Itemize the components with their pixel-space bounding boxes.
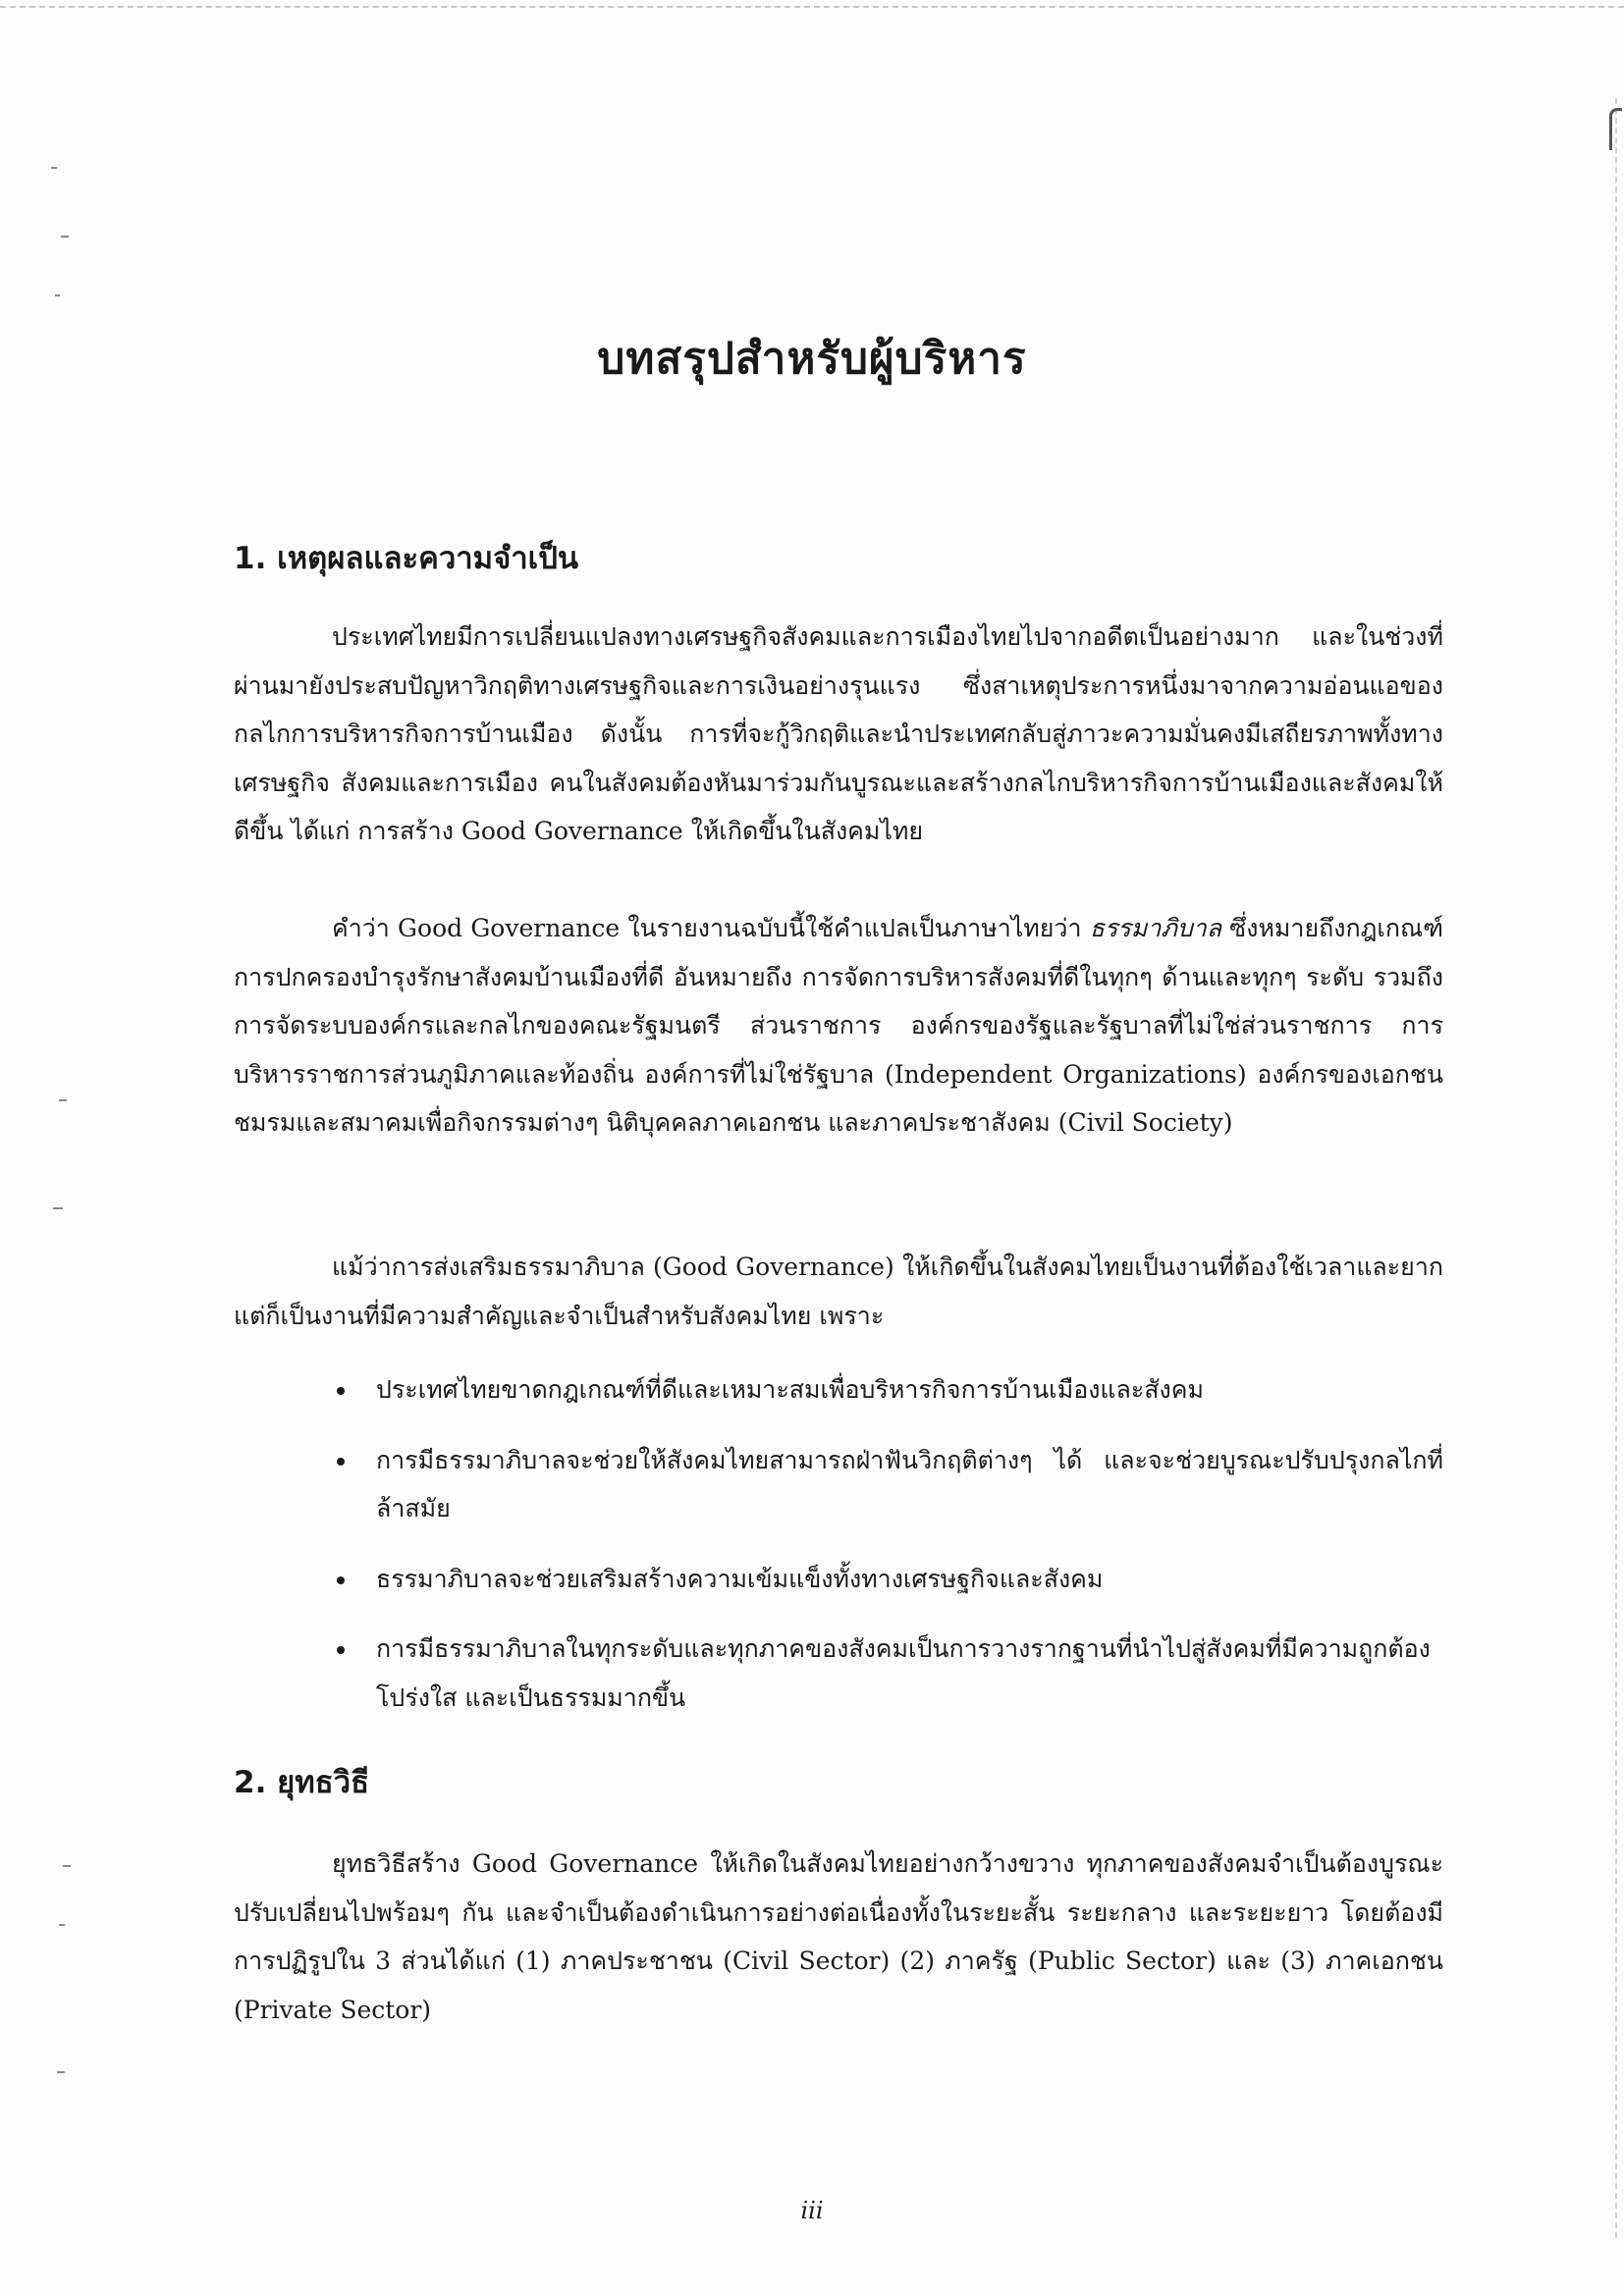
- term-thammaphiban: ธรรมาภิบาล: [1089, 914, 1222, 942]
- scan-speck: [63, 1865, 71, 1867]
- paragraph-text: ซึ่งหมายถึงกฎเกณฑ์การปกครองบำรุงรักษาสังคมบ้านเมืองที่ดี อันหมายถึง การจัดการบริหารสังคมที่ดีในทุกๆ ด้านและทุกๆ ระดับ รวมถึงการจัดระบบองค์กรและกลไกของคณะรัฐมนตรี ส่วนราชการ องค์กรของรัฐและรัฐบาลที่ไม่ใช่ส่วนราชการ การบริหารราชการส่วนภูมิภาคและท้องถิ่น องค์การที่ไม่ใช่รัฐบาล (Independent Organizations) องค์กรของเอกชน ชมรมและสมาคมเพื่อกิจกรรมต่างๆ นิติบุคคลภาคเอกชน และภาคประชาสังคม (Civil Society): [234, 914, 1443, 1137]
- bullet-icon: [337, 1646, 345, 1654]
- scan-edge-top: [0, 6, 1624, 12]
- scan-speck: [57, 2071, 65, 2073]
- list-item: [234, 1625, 1443, 1722]
- scan-speck: [53, 1207, 63, 1209]
- reasons-bullet-list: [234, 1365, 1443, 1743]
- section-1-paragraph-1: ประเทศไทยมีการเปลี่ยนแปลงทางเศรษฐกิจสังคมและการเมืองไทยไปจากอดีตเป็นอย่างมาก และในช่วงที่ผ่านมายังประสบปัญหาวิกฤติทางเศรษฐกิจและการเงินอย่างรุนแรง ซึ่งสาเหตุประการหนึ่งมาจากความอ่อนแอของกลไกการบริหารกิจการบ้านเมือง ดังนั้น การที่จะกู้วิกฤติและนำประเทศกลับสู่ภาวะความมั่นคงมีเสถียรภาพทั้งทางเศรษฐกิจ สังคมและการเมือง คนในสังคมต้องหันมาร่วมกันบูรณะและสร้างกลไกบริหารกิจการบ้านเมืองและสังคมให้ดีขึ้น ได้แก่ การสร้าง Good Governance ให้เกิดขึ้นในสังคมไทย: [234, 622, 1443, 845]
- section-2-heading: 2. ยุทธวิธี: [234, 1765, 369, 1800]
- scan-speck: [51, 167, 57, 169]
- section-1-heading: 1. เหตุผลและความจำเป็น: [234, 541, 579, 576]
- scan-edge-right: [1615, 98, 1620, 2238]
- page-title: บทสรุปสำหรับผู้บริหาร: [597, 334, 1027, 384]
- paragraph-text: คำว่า Good Governance ในรายงานฉบับนี้ใช้คำแปลเป็นภาษาไทยว่า: [332, 914, 1090, 942]
- bullet-icon: [337, 1458, 345, 1466]
- scan-speck: [59, 1924, 65, 1926]
- list-item-text: การมีธรรมาภิบาลจะช่วยให้สังคมไทยสามารถฝ่าฟันวิกฤติต่างๆ ได้ และจะช่วยบูรณะปรับปรุงกลไกที่ล้าสมัย: [376, 1445, 1443, 1522]
- list-item-text: การมีธรรมาภิบาลในทุกระดับและทุกภาคของสังคมเป็นการวางรากฐานที่นำไปสู่สังคมที่มีความถูกต้อง โปร่งใส และเป็นธรรมมากขึ้น: [376, 1634, 1431, 1712]
- section-2-paragraph-1: ยุทธวิธีสร้าง Good Governance ให้เกิดในสังคมไทยอย่างกว้างขวาง ทุกภาคของสังคมจำเป็นต้องบูรณะปรับเปลี่ยนไปพร้อมๆ กัน และจำเป็นต้องดำเนินการอย่างต่อเนื่องทั้งในระยะสั้น ระยะกลาง และระยะยาว โดยต้องมีการปฏิรูปใน 3 ส่วนได้แก่ (1) ภาคประชาชน (Civil Sector) (2) ภาครัฐ (Public Sector) และ (3) ภาคเอกชน (Private Sector): [234, 1849, 1443, 2024]
- bullet-icon: [337, 1387, 345, 1395]
- scan-speck: [61, 236, 69, 238]
- list-item-text: ธรรมาภิบาลจะช่วยเสริมสร้างความเข้มแข็งทั้งทางเศรษฐกิจและสังคม: [376, 1564, 1104, 1593]
- scan-speck: [55, 294, 60, 296]
- section-1-paragraph-2: [234, 904, 1443, 1148]
- list-item: [234, 1555, 1443, 1604]
- list-item: [234, 1436, 1443, 1533]
- list-item-text: ประเทศไทยขาดกฎเกณฑ์ที่ดีและเหมาะสมเพื่อบริหารกิจการบ้านเมืองและสังคม: [376, 1375, 1204, 1404]
- page-number: iii: [800, 2197, 824, 2224]
- list-item: [234, 1365, 1443, 1415]
- scan-speck: [59, 1099, 67, 1101]
- section-1-paragraph-3: แม้ว่าการส่งเสริมธรรมาภิบาล (Good Governance) ให้เกิดขึ้นในสังคมไทยเป็นงานที่ต้องใช้เวลาและยาก แต่ก็เป็นงานที่มีความสำคัญและจำเป็นสำหรับสังคมไทย เพราะ: [234, 1253, 1443, 1330]
- scan-corner-mark: [1609, 108, 1622, 150]
- bullet-icon: [337, 1576, 345, 1584]
